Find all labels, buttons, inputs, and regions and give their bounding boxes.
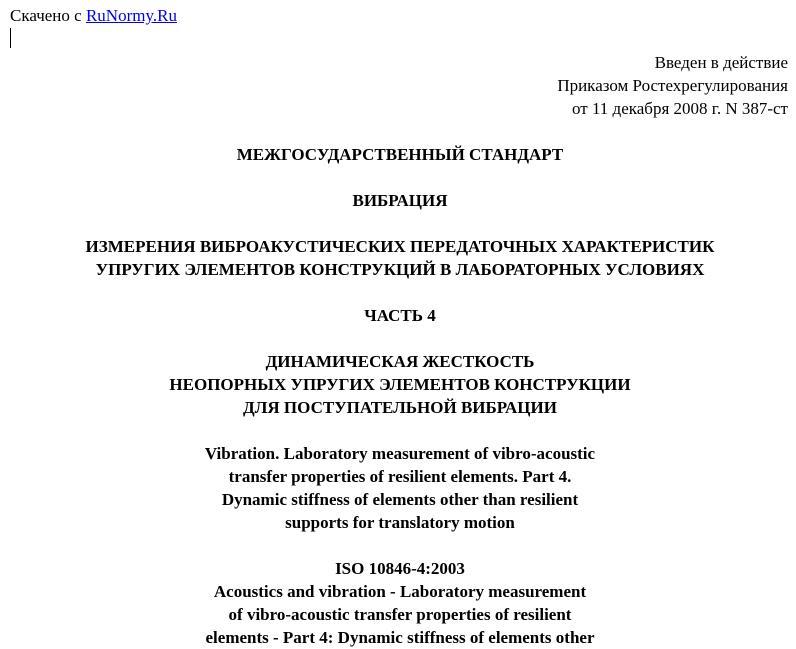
iso-code: ISO 10846-4:2003 [335,559,465,578]
part-title [0,350,796,419]
text-cursor [10,28,11,48]
source-line [10,6,177,26]
title-subtitle [0,235,796,281]
part-title-line: НЕОПОРНЫХ УПРУГИХ ЭЛЕМЕНТОВ КОНСТРУКЦИИ [169,375,631,394]
part-title-line: ДИНАМИЧЕСКАЯ ЖЕСТКОСТЬ [265,352,535,371]
approval-line: от 11 декабря 2008 г. N 387-ст [571,99,788,118]
english-title [0,442,796,534]
english-title-line: supports for translatory motion [285,513,515,532]
downloaded-prefix: Скачено с [10,6,86,25]
title-main: ВИБРАЦИЯ [352,191,448,210]
iso-title-line: Acoustics and vibration - Laboratory measurement [213,582,587,601]
english-title-line: transfer properties of resilient elements. Part 4. [228,467,572,486]
approval-line: Введен в действие [654,53,788,72]
subtitle-line: ИЗМЕРЕНИЯ ВИБРОАКУСТИЧЕСКИХ ПЕРЕДАТОЧНЫХ ХАРАКТЕРИСТИК [85,237,715,256]
subtitle-line: УПРУГИХ ЭЛЕМЕНТОВ КОНСТРУКЦИЙ В ЛАБОРАТОРНЫХ УСЛОВИЯХ [95,260,705,279]
part-title-line: ДЛЯ ПОСТУПАТЕЛЬНОЙ ВИБРАЦИИ [243,398,557,417]
iso-title-line: of vibro-acoustic transfer properties of resilient [228,605,572,624]
approval-block [557,51,788,120]
iso-title-line: elements - Part 4: Dynamic stiffness of elements other [205,628,595,647]
approval-line: Приказом Ростехрегулирования [557,76,788,95]
site-link[interactable]: RuNormy.Ru [85,6,177,25]
iso-block [0,557,796,649]
standard-type: МЕЖГОСУДАРСТВЕННЫЙ СТАНДАРТ [236,145,564,164]
part-number: ЧАСТЬ 4 [364,306,436,325]
english-title-line: Dynamic stiffness of elements other than resilient [221,490,579,509]
english-title-line: Vibration. Laboratory measurement of vibro-acoustic [204,444,596,463]
